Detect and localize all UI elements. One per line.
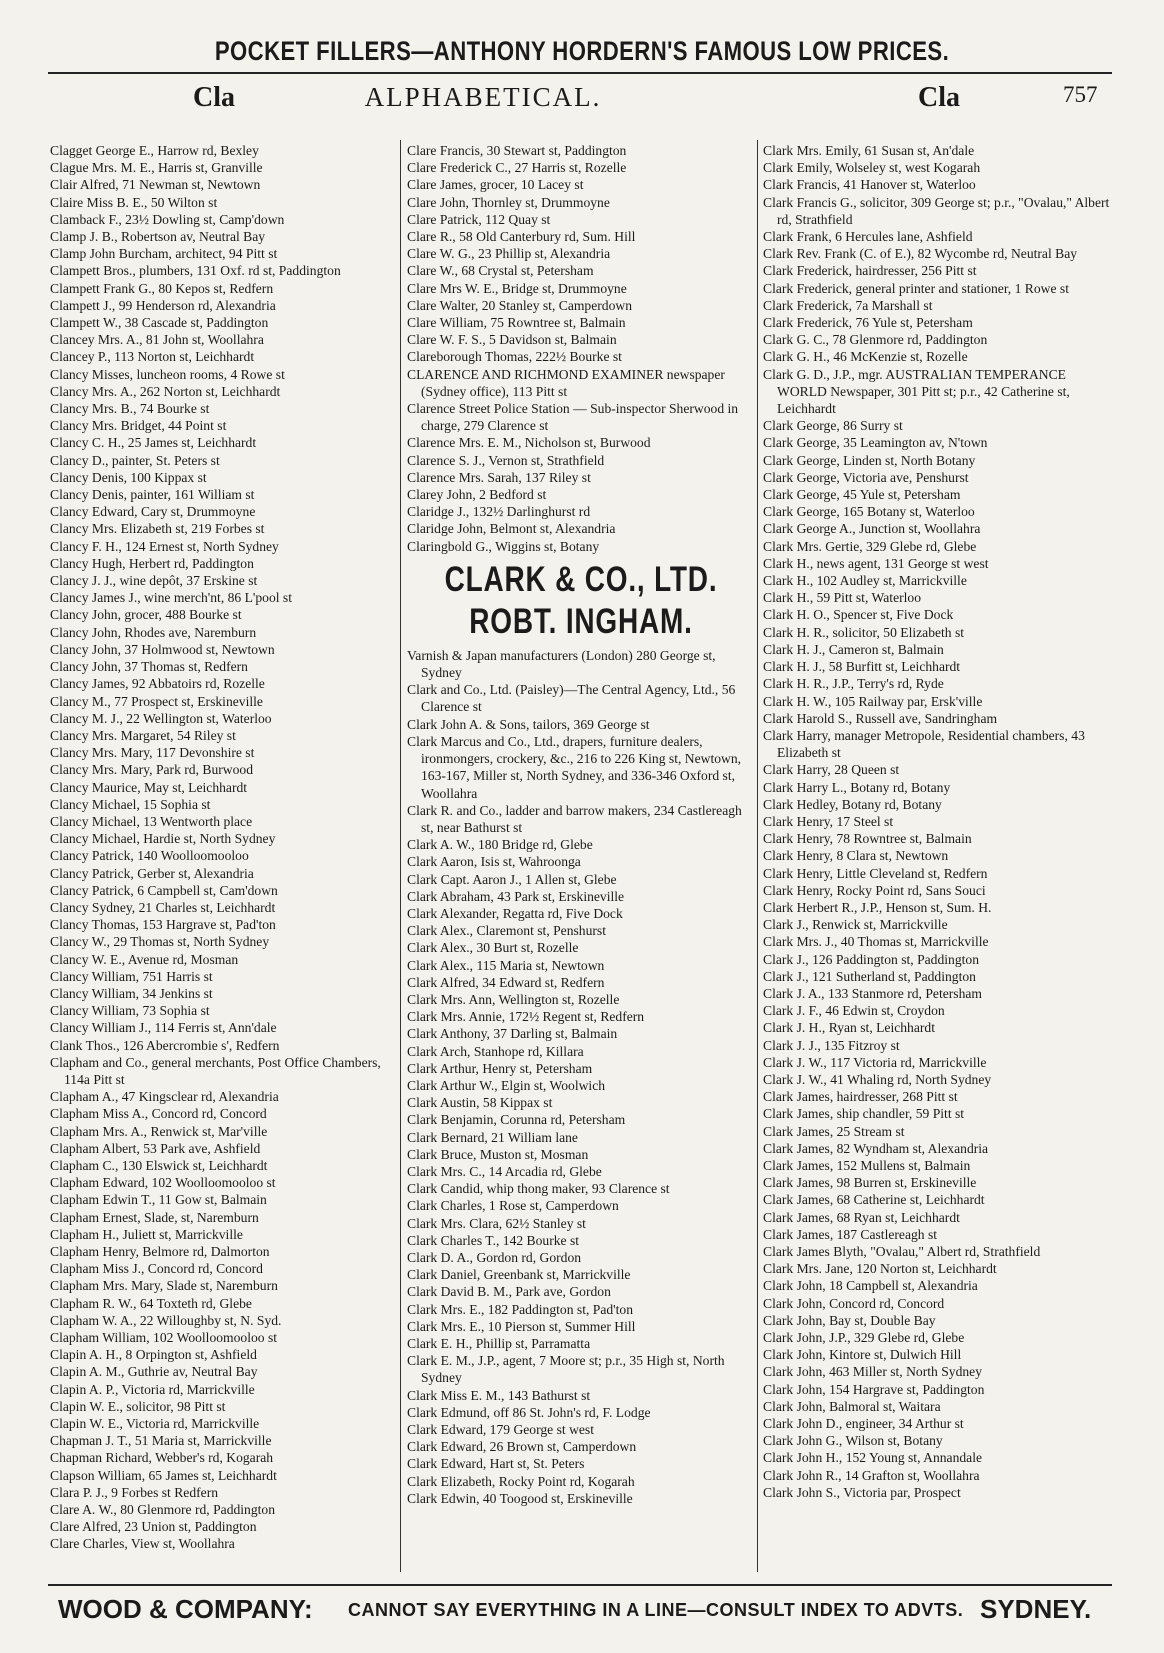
directory-entry: Clark Frederick, general printer and stationer, 1 Rowe st xyxy=(763,280,1069,296)
directory-entry: Clamp J. B., Robertson av, Neutral Bay xyxy=(50,229,266,245)
directory-entry: Clancey P., 113 Norton st, Leichhardt xyxy=(50,349,255,365)
directory-entry: Clark Mrs. E., 182 Paddington st, Pad'ton xyxy=(407,1301,633,1317)
directory-entry: Clarence Mrs. E. M., Nicholson st, Burwood xyxy=(407,435,651,451)
directory-entry: Clark Harry, manager Metropole, Residential chambers, 43 Elizabeth st xyxy=(763,727,1085,761)
directory-entry: Clare A. W., 80 Glenmore rd, Paddington xyxy=(50,1502,276,1518)
directory-entry: Clapham Mrs. Mary, Slade st, Naremburn xyxy=(50,1278,278,1294)
directory-entry: Clancy Mrs. Bridget, 44 Point st xyxy=(50,418,227,434)
directory-entry: Clark George A., Junction st, Woollahra xyxy=(763,521,981,537)
directory-entry: Clare W. F. S., 5 Davidson st, Balmain xyxy=(407,332,617,348)
directory-entry: Clark D. A., Gordon rd, Gordon xyxy=(407,1249,582,1265)
directory-entry: Clapham Edwin T., 11 Gow st, Balmain xyxy=(50,1192,267,1208)
directory-entry: Clark Emily, Wolseley st, west Kogarah xyxy=(763,160,981,176)
directory-entry: Clampett Bros., plumbers, 131 Oxf. rd st, Paddington xyxy=(50,263,341,279)
directory-entry: Clark Mrs. Annie, 172½ Regent st, Redfern xyxy=(407,1009,645,1025)
directory-entry: Clark Rev. Frank (C. of E.), 82 Wycombe rd, Neutral Bay xyxy=(763,246,1078,262)
directory-entry: Clare W. G., 23 Phillip st, Alexandria xyxy=(407,246,611,262)
directory-entry: Clark Alexander, Regatta rd, Five Dock xyxy=(407,905,623,921)
directory-entry: Clarey John, 2 Bedford st xyxy=(407,487,547,503)
directory-entry: Clarence Mrs. Sarah, 137 Riley st xyxy=(407,469,591,485)
directory-entry: Clark James, 98 Burren st, Erskineville xyxy=(763,1175,977,1191)
directory-entry: Clark Mrs. Jane, 120 Norton st, Leichhardt xyxy=(763,1261,997,1277)
directory-entry: Clark Henry, Rocky Point rd, Sans Souci xyxy=(763,882,986,898)
directory-entry: Clark Herbert R., J.P., Henson st, Sum. H. xyxy=(763,899,992,915)
directory-entry: Clark John, 18 Campbell st, Alexandria xyxy=(763,1278,978,1294)
directory-entry: Clare John, Thornley st, Drummoyne xyxy=(407,194,610,210)
directory-entry: Clapham C., 130 Elswick st, Leichhardt xyxy=(50,1157,268,1173)
directory-entry: Clark J. A., 133 Stanmore rd, Petersham xyxy=(763,985,982,1001)
ad-product-name: ROBT. INGHAM. xyxy=(469,601,693,641)
directory-entry: Clark Mrs. Gertie, 329 Glebe rd, Glebe xyxy=(763,538,977,554)
directory-entry: Clark John A. & Sons, tailors, 369 George st xyxy=(407,716,650,732)
directory-entry: Clare Mrs W. E., Bridge st, Drummoyne xyxy=(407,280,627,296)
directory-entry: Clark George, Linden st, North Botany xyxy=(763,452,976,468)
directory-entry: Clare Charles, View st, Woollahra xyxy=(50,1536,235,1552)
directory-entry: Clark Charles, 1 Rose st, Camperdown xyxy=(407,1198,619,1214)
directory-entry: Clancy Sydney, 21 Charles st, Leichhardt xyxy=(50,899,276,915)
directory-entry: Clark James, 82 Wyndham st, Alexandria xyxy=(763,1140,989,1156)
directory-entry: Clark Henry, 78 Rowntree st, Balmain xyxy=(763,831,972,847)
directory-entry: Clancy Michael, 15 Sophia st xyxy=(50,796,211,812)
directory-entry: Claridge John, Belmont st, Alexandria xyxy=(407,521,616,537)
directory-entry: Clark Henry, Little Cleveland st, Redfern xyxy=(763,865,988,881)
directory-entry: Clark Frederick, 76 Yule st, Petersham xyxy=(763,315,973,331)
directory-entry: Clark David B. M., Park ave, Gordon xyxy=(407,1284,611,1300)
directory-entry: Clapham Miss A., Concord rd, Concord xyxy=(50,1106,267,1122)
directory-entry: Clancy Hugh, Herbert rd, Paddington xyxy=(50,555,254,571)
directory-entry: Clamback F., 23½ Dowling st, Camp'down xyxy=(50,211,285,227)
directory-entry: Clark George, 86 Surry st xyxy=(763,418,903,434)
directory-entry: Clare Alfred, 23 Union st, Paddington xyxy=(50,1519,257,1535)
directory-entry: Clark J. W., 41 Whaling rd, North Sydney xyxy=(763,1071,992,1087)
directory-entry: Clark Francis G., solicitor, 309 George st; p.r., "Ovalau," Albert rd, Strathfield xyxy=(763,194,1110,227)
directory-entry: Clampett J., 99 Henderson rd, Alexandria xyxy=(50,297,276,313)
directory-entry: Clark Frank, 6 Hercules lane, Ashfield xyxy=(763,229,973,245)
directory-entry: Clark Henry, 8 Clara st, Newtown xyxy=(763,848,949,864)
directory-entry: Clark John D., engineer, 34 Arthur st xyxy=(763,1416,964,1432)
directory-entry: Clapham and Co., general merchants, Post Office Chambers, 114a Pitt st xyxy=(50,1054,381,1087)
directory-entry: Clark George, 35 Leamington av, N'town xyxy=(763,435,988,451)
directory-entry: Clapson William, 65 James st, Leichhardt xyxy=(50,1467,277,1483)
directory-entry: Clapin A. P., Victoria rd, Marrickville xyxy=(50,1381,255,1397)
directory-entry: Clark Alex., 115 Maria st, Newtown xyxy=(407,957,605,973)
directory-entry: Clark A. W., 180 Bridge rd, Glebe xyxy=(407,837,593,853)
directory-entry: Clark John, Concord rd, Concord xyxy=(763,1295,945,1311)
directory-entry: Clancy Denis, painter, 161 William st xyxy=(50,487,255,503)
directory-entry: Clark G. C., 78 Glenmore rd, Paddington xyxy=(763,332,988,348)
column-divider xyxy=(757,140,758,1572)
directory-entry: Clark J. J., 135 Fitzroy st xyxy=(763,1037,900,1053)
directory-entry: Clark E. M., J.P., agent, 7 Moore st; p.r., 35 High st, North Sydney xyxy=(407,1353,725,1386)
directory-entry: Clark Frederick, 7a Marshall st xyxy=(763,297,933,313)
directory-entry: Clark Edward, Hart st, St. Peters xyxy=(407,1456,585,1472)
directory-entry: Clark Mrs. Ann, Wellington st, Rozelle xyxy=(407,991,620,1007)
directory-entry: Clagget George E., Harrow rd, Bexley xyxy=(50,143,259,158)
directory-entry: Clancy James, 92 Abbatoirs rd, Rozelle xyxy=(50,676,265,692)
directory-entry: Clark George, Victoria ave, Penshurst xyxy=(763,469,969,485)
directory-entry: Clancy Patrick, 140 Woolloomooloo xyxy=(50,848,249,864)
directory-entry: Clark Charles T., 142 Bourke st xyxy=(407,1232,580,1248)
directory-entry: Clair Alfred, 71 Newman st, Newtown xyxy=(50,177,261,193)
directory-entry: Clapham Edward, 102 Woolloomooloo st xyxy=(50,1175,276,1191)
directory-entry: Clark Arch, Stanhope rd, Killara xyxy=(407,1043,584,1059)
directory-entry: Clark Harry, 28 Queen st xyxy=(763,762,900,778)
directory-entry: Clara P. J., 9 Forbes st Redfern xyxy=(50,1484,219,1500)
directory-entry: Clancy Mrs. Margaret, 54 Riley st xyxy=(50,727,236,743)
directory-entry: Clamp John Burcham, architect, 94 Pitt st xyxy=(50,246,278,262)
directory-entry: Clare Francis, 30 Stewart st, Paddington xyxy=(407,143,627,158)
column-2-bottom-list xyxy=(407,647,755,1507)
directory-entry: Clarence S. J., Vernon st, Strathfield xyxy=(407,452,605,468)
directory-entry: Clark J., 126 Paddington st, Paddington xyxy=(763,951,979,967)
directory-entry: Claire Miss B. E., 50 Wilton st xyxy=(50,194,218,210)
ad-company-name: CLARK & CO., LTD. xyxy=(444,559,718,599)
directory-entry: Clark James, hairdresser, 268 Pitt st xyxy=(763,1089,958,1105)
column-2-top-list xyxy=(407,142,755,555)
directory-entry: Clark Mrs. Clara, 62½ Stanley st xyxy=(407,1215,586,1231)
directory-entry: Clark John G., Wilson st, Botany xyxy=(763,1433,943,1449)
directory-entry: Clark H. O., Spencer st, Five Dock xyxy=(763,607,954,623)
directory-entry: Clark H. J., 58 Burfitt st, Leichhardt xyxy=(763,659,961,675)
header-right-guide-word: Cla xyxy=(918,82,960,113)
directory-entry: Clark Anthony, 37 Darling st, Balmain xyxy=(407,1026,618,1042)
footer-company-name: WOOD & COMPANY: xyxy=(58,1594,313,1624)
directory-entry: Clapham Ernest, Slade, st, Naremburn xyxy=(50,1209,259,1225)
directory-entry: Chapman J. T., 51 Maria st, Marrickville xyxy=(50,1433,272,1449)
directory-entry: Clancy Edward, Cary st, Drummoyne xyxy=(50,504,256,520)
directory-entry: Clark John H., 152 Young st, Annandale xyxy=(763,1450,983,1466)
directory-entry: Clapin W. E., Victoria rd, Marrickville xyxy=(50,1416,260,1432)
directory-entry: Clark George, 165 Botany st, Waterloo xyxy=(763,504,975,520)
directory-entry: Clancy Denis, 100 Kippax st xyxy=(50,469,207,485)
directory-entry: Clark Abraham, 43 Park st, Erskineville xyxy=(407,888,625,904)
header-left-guide-word: Cla xyxy=(193,82,235,113)
directory-entry: Clark Mrs. C., 14 Arcadia rd, Glebe xyxy=(407,1163,602,1179)
directory-entry: CLARENCE AND RICHMOND EXAMINER newspaper (Sydney office), 113 Pitt st xyxy=(407,366,725,399)
directory-entry: Clark E. H., Phillip st, Parramatta xyxy=(407,1336,591,1351)
directory-entry: Clare James, grocer, 10 Lacey st xyxy=(407,177,584,193)
directory-entry: Clark Marcus and Co., Ltd., drapers, furniture dealers, ironmongers, crockery, &c., 216 to 226 King st, Newtown, 163-167, Miller st, North Sydney, and 336-346 Oxford st, Woollahra xyxy=(407,733,742,801)
directory-entry: Clark H. R., J.P., Terry's rd, Ryde xyxy=(763,676,944,692)
directory-entry: Clancy F. H., 124 Ernest st, North Sydney xyxy=(50,538,279,554)
directory-entry: Clark John, Kintore st, Dulwich Hill xyxy=(763,1347,962,1363)
bottom-advert-banner xyxy=(48,1594,1112,1634)
directory-entry: Clancy Michael, Hardie st, North Sydney xyxy=(50,831,276,847)
directory-entry: Clancy William, 751 Harris st xyxy=(50,968,213,984)
directory-entry: Clapham R. W., 64 Toxteth rd, Glebe xyxy=(50,1295,252,1311)
directory-entry: Clark Candid, whip thong maker, 93 Clarence st xyxy=(407,1181,670,1197)
directory-entry: Clark J. H., Ryan st, Leichhardt xyxy=(763,1020,935,1036)
directory-column-2 xyxy=(407,142,755,1572)
directory-entry: Clark Elizabeth, Rocky Point rd, Kogarah xyxy=(407,1473,635,1489)
directory-entry: Clark Miss E. M., 143 Bathurst st xyxy=(407,1387,591,1403)
top-advert-banner: POCKET FILLERS—ANTHONY HORDERN'S FAMOUS LOW PRICES. xyxy=(214,36,950,66)
directory-entry: Clark James, 68 Catherine st, Leichhardt xyxy=(763,1192,985,1208)
directory-entry: Clampett W., 38 Cascade st, Paddington xyxy=(50,315,269,331)
directory-entry: Clark H., 59 Pitt st, Waterloo xyxy=(763,590,921,606)
directory-entry: Clapin W. E., solicitor, 98 Pitt st xyxy=(50,1398,226,1414)
directory-entry: Clapham Albert, 53 Park ave, Ashfield xyxy=(50,1140,261,1156)
directory-entry: Clancey Mrs. A., 81 John st, Woollahra xyxy=(50,332,264,348)
directory-entry: Clampett Frank G., 80 Kepos st, Redfern xyxy=(50,280,274,296)
directory-entry: Clark James, ship chandler, 59 Pitt st xyxy=(763,1106,965,1122)
directory-entry: Clare William, 75 Rowntree st, Balmain xyxy=(407,315,626,331)
directory-entry: Clark Alex., Claremont st, Penshurst xyxy=(407,923,606,939)
directory-entry: Clancy John, grocer, 488 Bourke st xyxy=(50,607,242,623)
directory-entry: Clapham Miss J., Concord rd, Concord xyxy=(50,1261,263,1277)
directory-entry: Clark J. W., 117 Victoria rd, Marrickville xyxy=(763,1054,987,1070)
directory-entry: Clague Mrs. M. E., Harris st, Granville xyxy=(50,160,263,176)
directory-entry: Clancy Mrs. Mary, 117 Devonshire st xyxy=(50,745,255,761)
directory-entry: Clark Frederick, hairdresser, 256 Pitt st xyxy=(763,263,977,279)
directory-entry: Clark G. D., J.P., mgr. AUSTRALIAN TEMPERANCE WORLD Newspaper, 301 Pitt st; p.r., 42 Catherine st, Leichhardt xyxy=(763,366,1070,417)
directory-entry: Clare Frederick C., 27 Harris st, Rozelle xyxy=(407,160,627,176)
directory-entry: Clancy C. H., 25 James st, Leichhardt xyxy=(50,435,257,451)
directory-entry: Varnish & Japan manufacturers (London) 280 George st, Sydney xyxy=(407,647,716,681)
directory-entry: Clark Harry L., Botany rd, Botany xyxy=(763,779,951,795)
directory-entry: Clark Bruce, Muston st, Mosman xyxy=(407,1146,589,1162)
directory-entry: Clapham Mrs. A., Renwick st, Mar'ville xyxy=(50,1123,268,1139)
directory-entry: Clark James, 68 Ryan st, Leichhardt xyxy=(763,1209,960,1225)
directory-entry: Clancy Maurice, May st, Leichhardt xyxy=(50,779,248,795)
directory-entry: Clark Harold S., Russell ave, Sandringham xyxy=(763,710,998,726)
directory-entry: Clark H. J., Cameron st, Balmain xyxy=(763,641,944,657)
directory-entry: Clare R., 58 Old Canterbury rd, Sum. Hill xyxy=(407,229,636,245)
directory-entry: Clancy William, 73 Sophia st xyxy=(50,1003,210,1019)
directory-entry: Clare Walter, 20 Stanley st, Camperdown xyxy=(407,297,632,313)
directory-entry: Clancy Misses, luncheon rooms, 4 Rowe st xyxy=(50,366,285,382)
header-section-title: ALPHABETICAL. xyxy=(364,82,602,112)
directory-entry: Clare Patrick, 112 Quay st xyxy=(407,211,551,227)
directory-entry: Clark George, 45 Yule st, Petersham xyxy=(763,487,961,503)
page-number: 757 xyxy=(1063,82,1098,107)
directory-entry: Clancy D., painter, St. Peters st xyxy=(50,452,220,468)
directory-entry: Clark Bernard, 21 William lane xyxy=(407,1129,578,1145)
footer-city: SYDNEY. xyxy=(980,1594,1092,1624)
directory-column-3 xyxy=(763,142,1113,1572)
directory-entry: Clareborough Thomas, 222½ Bourke st xyxy=(407,349,622,365)
column-divider xyxy=(400,140,401,1572)
bottom-rule xyxy=(48,1584,1112,1586)
directory-entry: Clapham W. A., 22 Willoughby st, N. Syd. xyxy=(50,1312,282,1328)
directory-entry: Clark Mrs. E., 10 Pierson st, Summer Hill xyxy=(407,1318,636,1334)
directory-entry: Clancy W., 29 Thomas st, North Sydney xyxy=(50,934,270,950)
directory-entry: Clark J., 121 Sutherland st, Paddington xyxy=(763,968,976,984)
directory-entry: Clancy M., 77 Prospect st, Erskineville xyxy=(50,693,263,709)
directory-entry: Clark Mrs. Emily, 61 Susan st, An'dale xyxy=(763,143,975,158)
directory-entry: Clancy James J., wine merch'nt, 86 L'pool st xyxy=(50,590,292,606)
directory-entry: Clark James, 152 Mullens st, Balmain xyxy=(763,1157,971,1173)
directory-entry: Clark Mrs. J., 40 Thomas st, Marrickville xyxy=(763,934,989,950)
directory-entry: Clark Edwin, 40 Toogood st, Erskineville xyxy=(407,1490,633,1506)
directory-entry: Clark H., news agent, 131 George st west xyxy=(763,555,989,571)
directory-entry: Clark John S., Victoria par, Prospect xyxy=(763,1484,961,1500)
directory-entry: Clark Benjamin, Corunna rd, Petersham xyxy=(407,1112,626,1128)
directory-entry: Clark Capt. Aaron J., 1 Allen st, Glebe xyxy=(407,871,617,887)
directory-entry: Clapham William, 102 Woolloomooloo st xyxy=(50,1330,278,1346)
directory-entry: Clark Austin, 58 Kippax st xyxy=(407,1095,553,1111)
directory-entry: Clapham H., Juliett st, Marrickville xyxy=(50,1226,243,1242)
directory-entry: Clancy Michael, 13 Wentworth place xyxy=(50,813,253,829)
directory-entry: Clark H. R., solicitor, 50 Elizabeth st xyxy=(763,624,965,640)
directory-entry: Clancy John, 37 Thomas st, Redfern xyxy=(50,659,248,675)
directory-entry: Clark James Blyth, "Ovalau," Albert rd, Strathfield xyxy=(763,1244,1041,1259)
directory-entry: Clark Daniel, Greenbank st, Marrickville xyxy=(407,1267,631,1283)
directory-entry: Claringbold G., Wiggins st, Botany xyxy=(407,538,600,554)
directory-entry: Clancy William J., 114 Ferris st, Ann'dale xyxy=(50,1020,277,1036)
directory-entry: Clancy John, Rhodes ave, Naremburn xyxy=(50,624,257,640)
directory-entry: Clark G. H., 46 McKenzie st, Rozelle xyxy=(763,349,968,365)
directory-entry: Clancy Thomas, 153 Hargrave st, Pad'ton xyxy=(50,917,276,933)
directory-entry: Clancy John, 37 Holmwood st, Newtown xyxy=(50,641,275,657)
top-rule xyxy=(48,72,1112,74)
directory-entry: Clark John, Bay st, Double Bay xyxy=(763,1312,936,1328)
directory-entry: Clark Hedley, Botany rd, Botany xyxy=(763,796,942,812)
page-header xyxy=(48,80,1112,120)
directory-entry: Clark John, 154 Hargrave st, Paddington xyxy=(763,1381,985,1397)
directory-entry: Clapham A., 47 Kingsclear rd, Alexandria xyxy=(50,1089,279,1105)
directory-entry: Clark R. and Co., ladder and barrow makers, 234 Castlereagh st, near Bathurst st xyxy=(407,802,742,835)
directory-entry: Clark Arthur, Henry st, Petersham xyxy=(407,1060,593,1076)
directory-entry: Clark Edward, 179 George st west xyxy=(407,1422,595,1438)
directory-entry: Clark J. F., 46 Edwin st, Croydon xyxy=(763,1003,945,1019)
directory-entry: Clancy J. J., wine depôt, 37 Erskine st xyxy=(50,573,258,589)
directory-entry: Clancy M. J., 22 Wellington st, Waterloo xyxy=(50,710,272,726)
directory-entry: Clancy William, 34 Jenkins st xyxy=(50,985,213,1001)
directory-entry: Clapin A. H., 8 Orpington st, Ashfield xyxy=(50,1347,257,1363)
footer-slogan: CANNOT SAY EVERYTHING IN A LINE—CONSULT INDEX TO ADVTS. xyxy=(348,1600,964,1620)
directory-entry: Clark James, 187 Castlereagh st xyxy=(763,1226,938,1242)
directory-entry: Clancy Patrick, 6 Campbell st, Cam'down xyxy=(50,882,278,898)
directory-entry: Clark Aaron, Isis st, Wahroonga xyxy=(407,854,581,870)
directory-entry: Clark James, 25 Stream st xyxy=(763,1123,905,1139)
directory-entry: Clapham Henry, Belmore rd, Dalmorton xyxy=(50,1244,270,1259)
directory-entry: Clarence Street Police Station — Sub-inspector Sherwood in charge, 279 Clarence st xyxy=(407,401,739,434)
directory-entry: Clark Arthur W., Elgin st, Woolwich xyxy=(407,1077,606,1093)
directory-entry: Clancy Mrs. B., 74 Bourke st xyxy=(50,401,210,417)
directory-entry: Clark Francis, 41 Hanover st, Waterloo xyxy=(763,177,976,193)
directory-entry: Clark John, 463 Miller st, North Sydney xyxy=(763,1364,983,1380)
directory-entry: Claridge J., 132½ Darlinghurst rd xyxy=(407,504,591,520)
directory-entry: Clare W., 68 Crystal st, Petersham xyxy=(407,263,594,279)
directory-entry: Clark Alex., 30 Burt st, Rozelle xyxy=(407,940,579,956)
directory-entry: Clancy W. E., Avenue rd, Mosman xyxy=(50,951,239,967)
directory-entry: Clancy Patrick, Gerber st, Alexandria xyxy=(50,865,254,881)
directory-entry: Clark Alfred, 34 Edward st, Redfern xyxy=(407,974,605,990)
directory-entry: Clark Edward, 26 Brown st, Camperdown xyxy=(407,1439,637,1455)
directory-entry: Clark and Co., Ltd. (Paisley)—The Central Agency, Ltd., 56 Clarence st xyxy=(407,682,736,715)
directory-entry: Clark Edmund, off 86 St. John's rd, F. Lodge xyxy=(407,1404,651,1420)
directory-entry: Chapman Richard, Webber's rd, Kogarah xyxy=(50,1450,274,1466)
directory-entry: Clancy Mrs. Elizabeth st, 219 Forbes st xyxy=(50,521,265,537)
directory-entry: Clark H., 102 Audley st, Marrickville xyxy=(763,573,967,589)
directory-column-1 xyxy=(50,142,386,1572)
directory-entry: Clark J., Renwick st, Marrickville xyxy=(763,917,948,933)
directory-entry: Clancy Mrs. A., 262 Norton st, Leichhardt xyxy=(50,383,281,399)
directory-entry: Clark John, J.P., 329 Glebe rd, Glebe xyxy=(763,1330,965,1346)
directory-entry: Clapin A. M., Guthrie av, Neutral Bay xyxy=(50,1364,258,1380)
directory-entry: Clancy Mrs. Mary, Park rd, Burwood xyxy=(50,762,253,778)
clark-advertisement xyxy=(407,559,755,643)
directory-entry: Clark Henry, 17 Steel st xyxy=(763,813,894,829)
directory-entry: Clark John R., 14 Grafton st, Woollahra xyxy=(763,1467,980,1483)
directory-entry: Clark John, Balmoral st, Waitara xyxy=(763,1398,941,1414)
directory-entry: Clank Thos., 126 Abercrombie s', Redfern xyxy=(50,1037,280,1053)
directory-entry: Clark H. W., 105 Railway par, Ersk'ville xyxy=(763,693,983,709)
